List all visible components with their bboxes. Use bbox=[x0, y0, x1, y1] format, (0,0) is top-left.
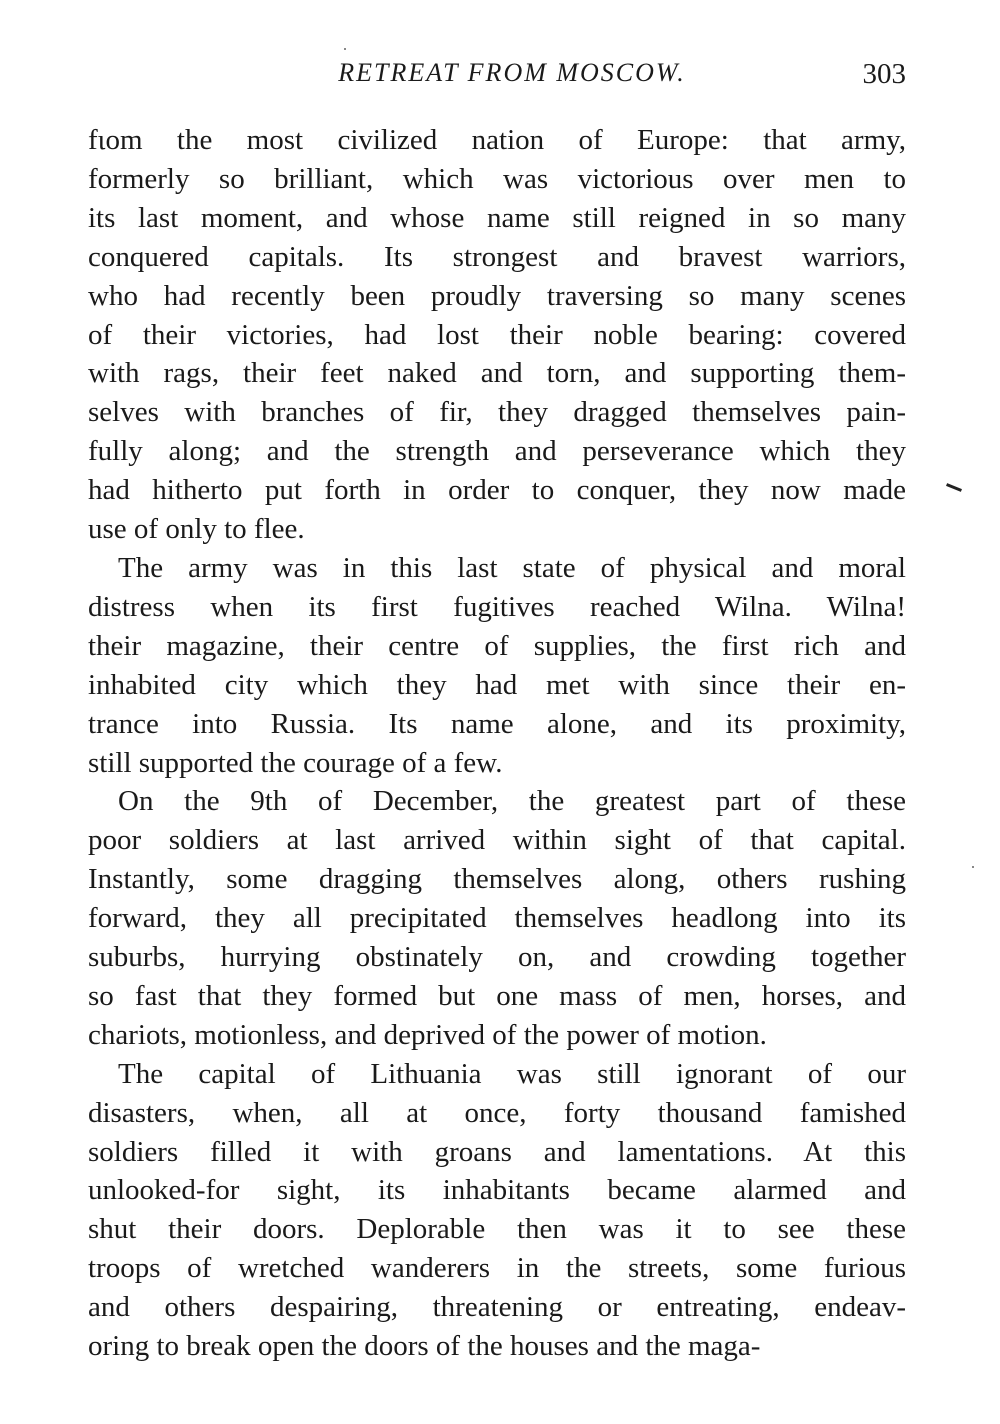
text-line: inhabited city which they had met with since their en- bbox=[88, 668, 906, 701]
text-line: use of only to flee. bbox=[88, 513, 305, 546]
text-line: trance into Russia. Its name alone, and its proximity, bbox=[88, 707, 906, 740]
text-line: troops of wretched wanderers in the streets, some furious bbox=[88, 1252, 906, 1285]
text-line: forward, they all precipitated themselves headlong into its bbox=[88, 902, 906, 935]
text-line: chariots, motionless, and deprived of the power of motion. bbox=[88, 1018, 767, 1051]
text-line: distress when its first fugitives reached Wilna. Wilna! bbox=[88, 590, 906, 623]
text-line: poor soldiers at last arrived within sight of that capital. bbox=[88, 824, 906, 857]
text-line: its last moment, and whose name still reigned in so many bbox=[88, 201, 906, 234]
text-line: their magazine, their centre of supplies, the first rich and bbox=[88, 629, 906, 662]
text-line: had hitherto put forth in order to conquer, they now made bbox=[88, 474, 906, 507]
text-line: disasters, when, all at once, forty thousand famished bbox=[88, 1096, 906, 1129]
paragraph bbox=[88, 121, 906, 549]
text-line: On the 9th of December, the greatest part of these bbox=[118, 785, 906, 818]
margin-dot bbox=[344, 48, 346, 50]
text-line: who had recently been proudly traversing so many scenes bbox=[88, 279, 906, 312]
text-line: oring to break open the doors of the houses and the maga- bbox=[88, 1330, 761, 1363]
text-line: suburbs, hurrying obstinately on, and crowding together bbox=[88, 941, 906, 974]
text-line: formerly so brilliant, which was victorious over men to bbox=[88, 162, 906, 195]
text-line: with rags, their feet naked and torn, and supporting them- bbox=[88, 357, 906, 390]
page-number: 303 bbox=[862, 58, 906, 90]
running-title: RETREAT FROM MOSCOW. bbox=[338, 58, 686, 87]
text-line: selves with branches of fir, they dragged themselves pain- bbox=[88, 396, 906, 429]
paragraph bbox=[88, 549, 906, 782]
text-line: and others despairing, threatening or entreating, endeav- bbox=[88, 1291, 906, 1324]
text-line: fully along; and the strength and perseverance which they bbox=[88, 435, 906, 468]
text-line: conquered capitals. Its strongest and bravest warriors, bbox=[88, 240, 906, 273]
text-line: so fast that they formed but one mass of men, horses, and bbox=[88, 979, 906, 1012]
text-line: fιom the most civilized nation of Europe: that army, bbox=[88, 124, 906, 156]
running-head bbox=[88, 58, 906, 98]
text-line: unlooked-for sight, its inhabitants became alarmed and bbox=[88, 1174, 906, 1207]
text-line: shut their doors. Deplorable then was it to see these bbox=[88, 1213, 906, 1246]
paragraph bbox=[88, 782, 906, 1054]
text-line: The army was in this last state of physical and moral bbox=[118, 551, 906, 584]
paragraph bbox=[88, 1055, 906, 1366]
text-line: Instantly, some dragging themselves along, others rushing bbox=[88, 863, 906, 896]
text-line: still supported the courage of a few. bbox=[88, 746, 503, 779]
text-line: The capital of Lithuania was still ignorant of our bbox=[118, 1057, 906, 1090]
margin-dot bbox=[972, 866, 974, 868]
text-line: soldiers filled it with groans and lamentations. At this bbox=[88, 1135, 906, 1168]
text-line: of their victories, had lost their noble bearing: covered bbox=[88, 318, 906, 351]
body-text bbox=[88, 121, 906, 1366]
margin-speck bbox=[946, 483, 962, 492]
